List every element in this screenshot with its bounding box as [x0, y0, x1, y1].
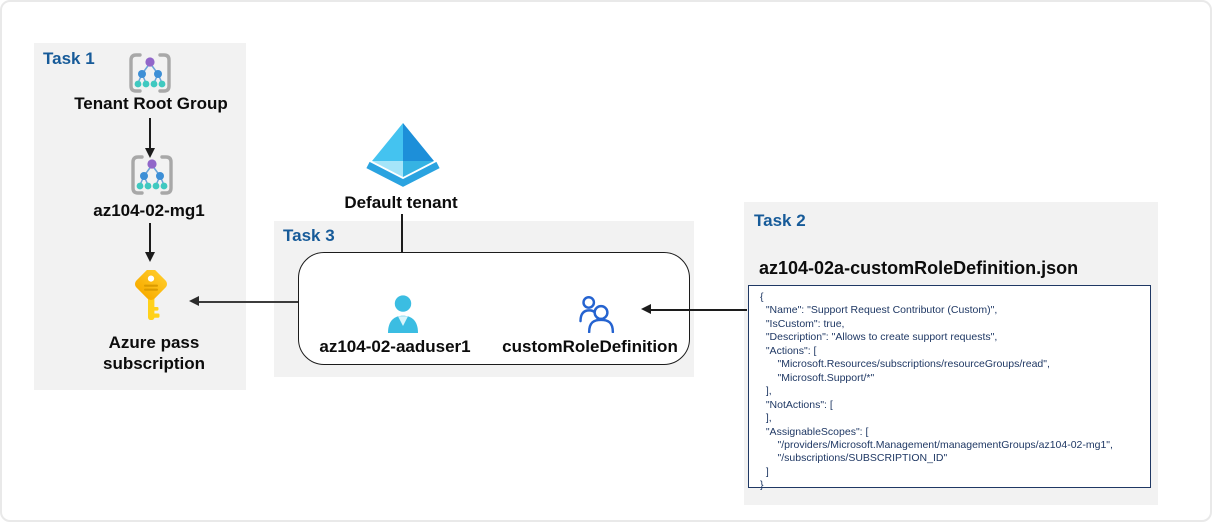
json-file-title: az104-02a-customRoleDefinition.json — [759, 258, 1079, 278]
task2-label: Task 2 — [754, 211, 806, 230]
aad-user-label: az104-02-aaduser1 — [319, 337, 471, 356]
tenant-root-group-label: Tenant Root Group — [74, 94, 228, 113]
task1-label: Task 1 — [43, 49, 95, 68]
json-code-content: { "Name": "Support Request Contributor (Custom)", "IsCustom": true, "Description": "Allows to create support requests", "Actions": [ "Microsoft.Resources/subscriptions/resourceGroups/read", "Microsoft.Support/*" ], "NotActions": [ ], "AssignableScopes": [ "/providers/Microsoft.Management/managementGroups/az104-02-mg1", "/subscriptions/SUBSCRIPTION_ID" ] } — [760, 291, 1113, 492]
key-icon — [132, 270, 170, 325]
role-users-icon — [572, 290, 620, 335]
management-group-label: az104-02-mg1 — [93, 201, 205, 220]
user-icon — [385, 295, 421, 334]
custom-role-label: customRoleDefinition — [502, 337, 678, 356]
subscription-label: Azure pass subscription — [102, 333, 205, 373]
task3-label: Task 3 — [283, 226, 335, 245]
azure-ad-icon — [364, 121, 442, 191]
management-group-icon — [127, 52, 173, 94]
management-group-icon — [129, 154, 175, 196]
default-tenant-label: Default tenant — [344, 193, 458, 212]
